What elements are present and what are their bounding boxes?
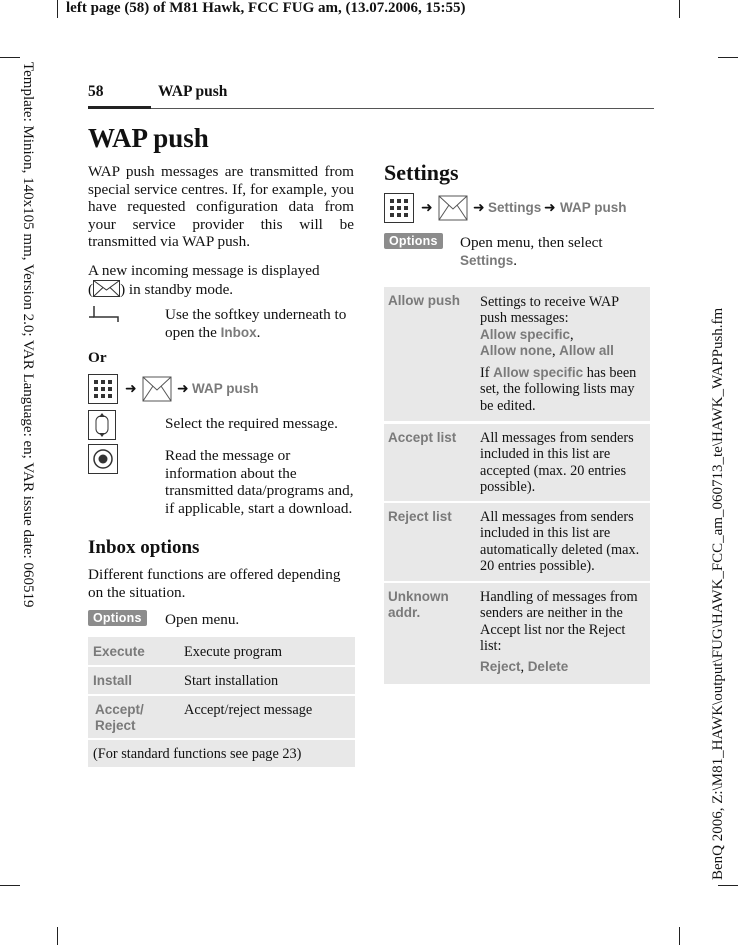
table-row: [384, 583, 650, 684]
table-value: All messages from senders included in this list are automatically deleted (max. 20 entries possible).: [480, 509, 640, 574]
table-footer: (For standard functions see page 23): [93, 746, 302, 762]
inbox-options-heading: Inbox options: [88, 537, 200, 558]
table-row: [384, 503, 650, 581]
envelope-icon: [438, 195, 468, 226]
allow-all-option: Allow all: [559, 342, 614, 358]
table-value: Execute program: [184, 644, 283, 660]
table-value: Start installation: [184, 673, 279, 689]
table-value: Handling of messages from senders are neither in the Accept list nor the Reject list: Reject, Delete: [480, 589, 638, 676]
crop-mark: [679, 0, 680, 18]
table-key: Execute: [93, 644, 145, 659]
table-row: [384, 287, 650, 421]
arrow-icon: ➜: [544, 199, 556, 215]
table-key: Accept list: [388, 430, 457, 445]
new-message-text: A new incoming message is displayed ( ) in standby mode.: [88, 262, 356, 301]
delete-option: Delete: [527, 659, 569, 675]
arrow-icon: ➜: [473, 199, 485, 215]
navigation-key-icon: [88, 410, 116, 445]
crop-mark: [57, 927, 58, 945]
inbox-options-table: [88, 637, 355, 767]
menu-path: [88, 374, 358, 404]
arrow-icon: ➜: [177, 380, 189, 396]
table-footer-row: [88, 740, 355, 767]
wap-push-path-label: WAP push: [560, 200, 627, 215]
allow-none-option: Allow none: [480, 342, 552, 358]
center-key-icon: [88, 444, 118, 479]
intro-paragraph: WAP push messages are transmitted from special service centres. If, for example, you have requested configuration data from your service provider this will be transmitted via WAP push.: [88, 163, 354, 250]
settings-path-label: Settings: [488, 200, 542, 215]
allow-specific-option: Allow specific: [480, 326, 571, 342]
softkey-text: Use the softkey underneath to open the Inbox.: [165, 306, 347, 341]
select-text: Select the required message.: [165, 415, 338, 432]
arrow-icon: ➜: [421, 199, 433, 215]
table-key: Accept/ Reject: [95, 702, 144, 733]
envelope-icon: [142, 376, 172, 407]
table-key: Install: [93, 673, 133, 688]
crop-mark: [718, 885, 738, 886]
crop-mark: [0, 885, 20, 886]
softkey-icon: [88, 304, 120, 329]
table-value: Accept/reject message: [184, 702, 313, 718]
menu-grid-icon: [384, 193, 414, 228]
left-margin-note: Template: Minion, 140x105 mm, Version 2.0; VAR Language: en; VAR issue date: 060519: [20, 62, 36, 608]
settings-heading: Settings: [384, 160, 459, 185]
options-softkey: Options: [384, 232, 443, 250]
page-number: 58: [88, 83, 104, 100]
or-label: Or: [88, 349, 107, 366]
table-key: Unknown addr.: [388, 589, 449, 620]
settings-path: [384, 193, 654, 223]
wap-push-path-label: WAP push: [192, 381, 259, 396]
print-header: left page (58) of M81 Hawk, FCC FUG am, (13.07.2006, 15:55): [66, 0, 466, 16]
table-row: [88, 696, 355, 738]
inbox-options-text: Different functions are offered depending on the situation.: [88, 566, 341, 601]
table-key: Reject list: [388, 509, 452, 524]
table-value: Settings to receive WAP push messages: Allow specific, Allow none, Allow all If Allow specific has been set, the following lists may be edited.: [480, 294, 637, 414]
crop-mark: [57, 0, 58, 18]
inbox-label: Inbox: [220, 324, 257, 340]
envelope-icon: [93, 280, 120, 302]
table-row: [384, 424, 650, 501]
menu-grid-icon: [88, 374, 118, 409]
crop-mark: [0, 57, 20, 58]
page-title: WAP push: [88, 123, 209, 153]
arrow-icon: ➜: [125, 380, 137, 396]
options-softkey: Options: [88, 609, 147, 627]
running-title: WAP push: [158, 83, 228, 100]
table-row: [88, 637, 355, 665]
settings-label: Settings: [460, 252, 514, 268]
options-menu-text: Open menu, then select Settings.: [460, 234, 603, 269]
settings-table: [384, 287, 650, 684]
header-rule: [88, 108, 654, 109]
read-text: Read the message or information about the transmitted data/programs and, if applicable, start a download.: [165, 447, 354, 517]
allow-specific-ref: Allow specific: [493, 365, 584, 381]
reject-option: Reject: [480, 659, 521, 675]
table-row: [88, 667, 355, 694]
open-menu-text: Open menu.: [165, 611, 240, 628]
crop-mark: [679, 927, 680, 945]
table-key: Allow push: [388, 293, 460, 308]
header-rule-thick: [88, 106, 151, 109]
crop-mark: [718, 57, 738, 58]
right-margin-note: BenQ 2006, Z:\M81_HAWK\output\FUG\HAWK_FCC_am_060713_te\HAWK_WAPPush.fm: [710, 307, 726, 880]
table-value: All messages from senders included in this list are accepted (max. 20 entries possible).: [480, 430, 634, 495]
